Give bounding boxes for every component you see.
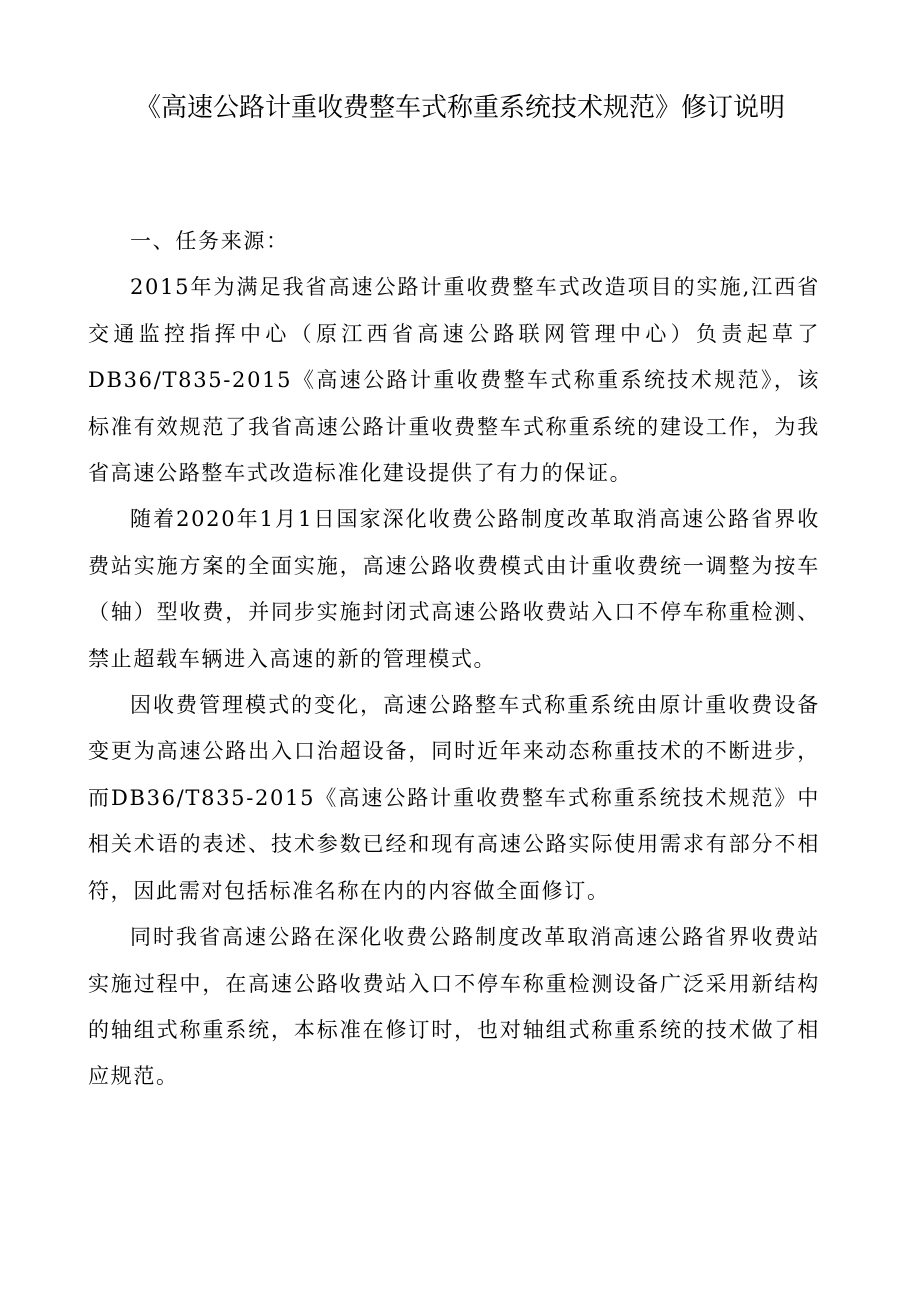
paragraph-2: 随着2020年1月1日国家深化收费公路制度改革取消高速公路省界收费站实施方案的全面实施，高速公路收费模式由计重收费统一调整为按车（轴）型收费，并同步实施封闭式高速公路收费站入口不停车称重检测、禁止超载车辆进入高速的新的管理模式。 [88, 507, 820, 671]
paragraph-4: 同时我省高速公路在深化收费公路制度改革取消高速公路省界收费站实施过程中，在高速公路收费站入口不停车称重检测设备广泛采用新结构的轴组式称重系统，本标准在修订时，也对轴组式称重系统的技术做了相应规范。 [88, 925, 820, 1089]
section-heading: 一、任务来源： [130, 229, 289, 253]
paragraph-1: 2015年为满足我省高速公路计重收费整车式改造项目的实施,江西省交通监控指挥中心（原江西省高速公路联网管理中心）负责起草了DB36/T835-2015《高速公路计重收费整车式称重系统技术规范》，该标准有效规范了我省高速公路计重收费整车式称重系统的建设工作，为我省高速公路整车式改造标准化建设提供了有力的保证。 [88, 275, 820, 486]
document-body [88, 218, 820, 1100]
document-title: 《高速公路计重收费整车式称重系统技术规范》修订说明 [134, 93, 785, 123]
paragraph-3: 因收费管理模式的变化，高速公路整车式称重系统由原计重收费设备变更为高速公路出入口治超设备，同时近年来动态称重技术的不断进步，而DB36/T835-2015《高速公路计重收费整车式称重系统技术规范》中相关术语的表述、技术参数已经和现有高速公路实际使用需求有部分不相符，因此需对包括标准名称在内的内容做全面修订。 [88, 693, 820, 903]
